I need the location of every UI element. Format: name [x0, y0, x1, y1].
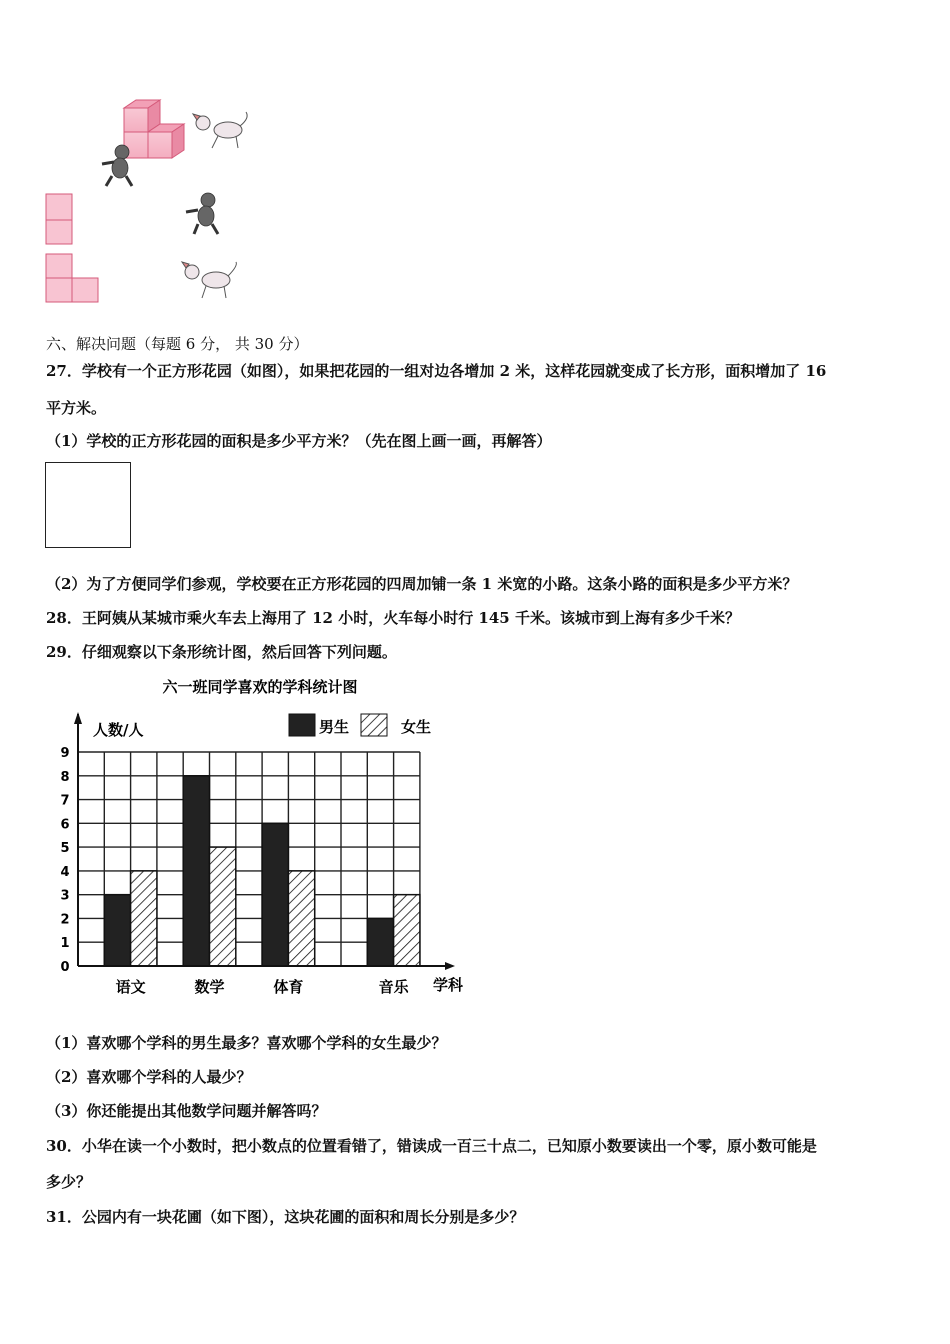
bar-girls-2	[288, 871, 314, 966]
chart-title: 六一班同学喜欢的学科统计图	[162, 678, 358, 696]
q29-part3: （3）你还能提出其他数学问题并解答吗？	[46, 1102, 327, 1120]
dog-figure-2	[182, 262, 236, 298]
legend-label-boys: 男生	[319, 718, 350, 736]
monkey-figure-2	[186, 193, 218, 234]
x-tick-label: 数学	[194, 978, 225, 996]
y-tick-label: 3	[60, 888, 70, 904]
view-l-shape	[46, 254, 98, 302]
chart-xlabel: 学科	[433, 976, 464, 994]
y-tick-label: 5	[60, 841, 70, 857]
y-tick-label: 1	[60, 936, 70, 952]
chart-ylabel: 人数/人	[93, 721, 144, 739]
legend-swatch-boys	[289, 714, 315, 736]
y-tick-label: 0	[60, 960, 70, 975]
y-axis-arrow	[74, 712, 82, 724]
bar-boys-2	[262, 823, 288, 966]
x-tick-label: 音乐	[378, 978, 409, 996]
y-tick-label: 2	[60, 912, 70, 928]
monkey-figure	[102, 145, 132, 186]
cube-views-figure	[40, 90, 270, 310]
y-tick-label: 6	[60, 817, 70, 833]
square-garden-figure	[45, 462, 131, 548]
x-axis-arrow	[445, 962, 455, 970]
view-two-squares	[46, 194, 72, 244]
q29-stem: 29．仔细观察以下条形统计图，然后回答下列问题。	[46, 643, 397, 661]
q27-stem-line2: 平方米。	[46, 399, 107, 417]
y-tick-label: 4	[60, 864, 70, 880]
bar-girls-1	[210, 847, 236, 966]
q30-line1: 30．小华在读一个小数时，把小数点的位置看错了，错读成一百三十点二，已知原小数要读出一个零，原小数可能是	[46, 1137, 817, 1155]
q27-stem-line1: 27．学校有一个正方形花园（如图），如果把花园的一组对边各增加 2 米，这样花园就变成了长方形，面积增加了 16	[46, 362, 827, 380]
bar-girls-3	[394, 895, 420, 966]
section-title: 六、解决问题（每题 6 分， 共 30 分）	[46, 335, 309, 353]
bar-chart	[55, 672, 475, 1002]
x-tick-label: 语文	[115, 978, 146, 996]
q30-line2: 多少？	[46, 1173, 92, 1191]
q31-stem: 31．公园内有一块花圃（如下图），这块花圃的面积和周长分别是多少？	[46, 1208, 525, 1226]
q27-part1: （1）学校的正方形花园的面积是多少平方米？（先在图上画一画，再解答）	[46, 432, 552, 450]
x-tick-label: 体育	[273, 978, 304, 996]
y-tick-label: 7	[60, 793, 70, 809]
cube-stack	[124, 100, 184, 158]
legend-swatch-girls	[361, 714, 387, 736]
bar-boys-0	[104, 895, 130, 966]
y-tick-label: 9	[60, 746, 70, 761]
q29-part1: （1）喜欢哪个学科的男生最多？喜欢哪个学科的女生最少？	[46, 1034, 447, 1052]
chart-legend	[289, 714, 431, 736]
bar-girls-0	[131, 871, 157, 966]
bar-boys-1	[183, 776, 209, 966]
legend-label-girls: 女生	[401, 718, 432, 736]
y-tick-label: 8	[60, 769, 70, 785]
bar-boys-3	[367, 918, 393, 966]
q27-part2: （2）为了方便同学们参观，学校要在正方形花园的四周加铺一条 1 米宽的小路。这条小路的面积是多少平方米？	[46, 575, 798, 593]
dog-figure	[193, 112, 247, 148]
q28-stem: 28．王阿姨从某城市乘火车去上海用了 12 小时，火车每小时行 145 千米。该城市到上海有多少千米？	[46, 609, 740, 627]
q29-part2: （2）喜欢哪个学科的人最少？	[46, 1068, 252, 1086]
